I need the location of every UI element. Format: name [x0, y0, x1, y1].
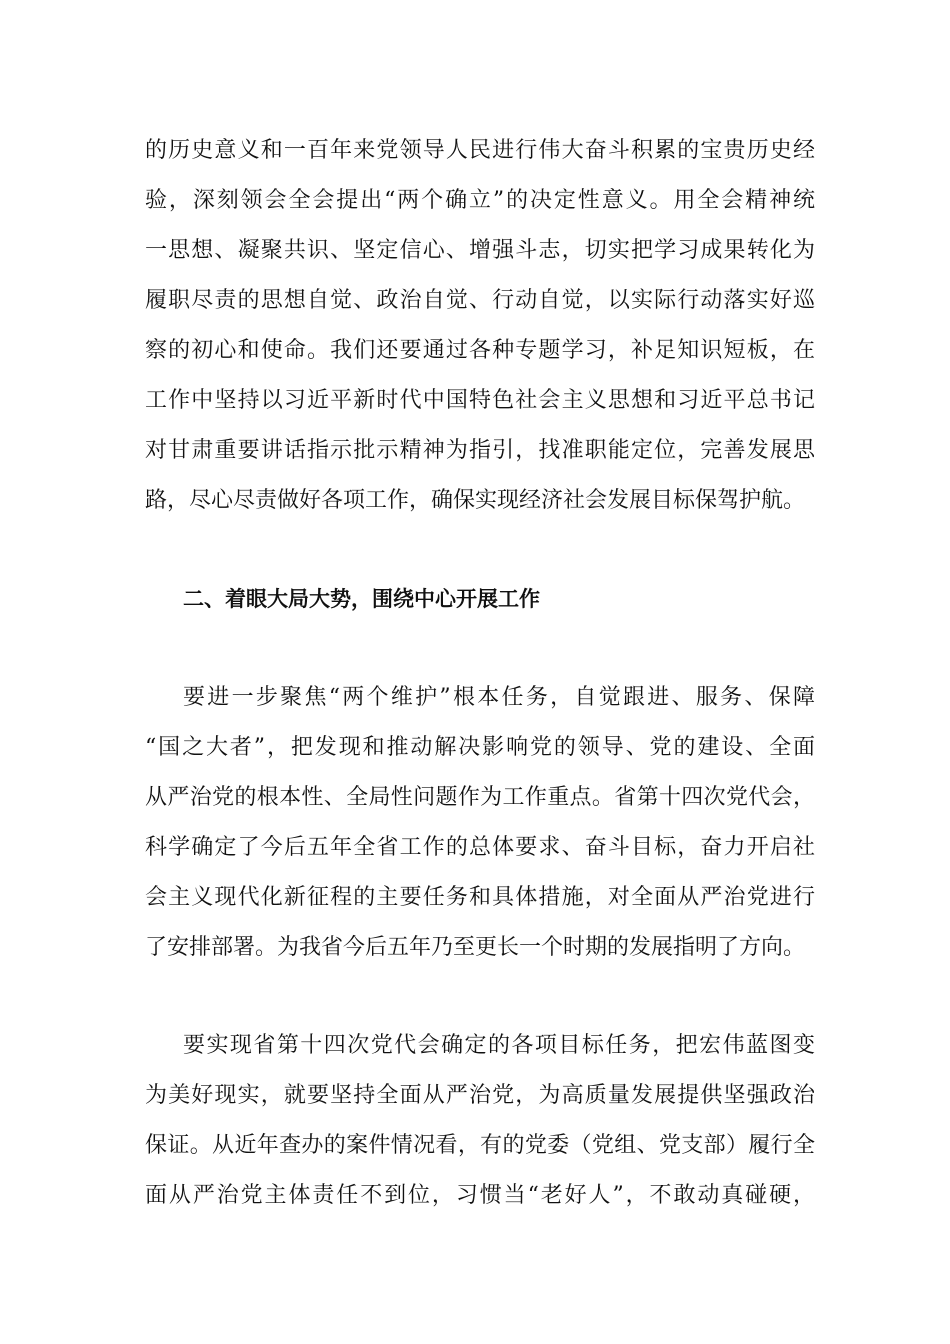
paragraph-1-line-6: 工作中坚持以习近平新时代中国特色社会主义思想和习近平总书记	[145, 388, 815, 413]
paragraph-2-line-3: 从严治党的根本性、全局性问题作为工作重点。省第十四次党代会，	[145, 785, 815, 810]
paragraph-2-line-6: 了安排部署。为我省今后五年乃至更长一个时期的发展指明了方向。	[145, 935, 806, 960]
paragraph-3-line-2: 为美好现实，就要坚持全面从严治党，为高质量发展提供坚强政治	[145, 1083, 815, 1108]
paragraph-1-line-7: 对甘肃重要讲话指示批示精神为指引，找准职能定位，完善发展思	[145, 438, 815, 463]
paragraph-1-line-8: 路，尽心尽责做好各项工作，确保实现经济社会发展目标保驾护航。	[145, 488, 806, 513]
paragraph-1-line-5: 察的初心和使命。我们还要通过各种专题学习，补足知识短板，在	[145, 338, 815, 363]
paragraph-1-line-1: 的历史意义和一百年来党领导人民进行伟大奋斗积累的宝贵历史经	[145, 138, 815, 163]
paragraph-3-line-3: 保证。从近年查办的案件情况看，有的党委（党组、党支部）履行全	[145, 1133, 815, 1158]
paragraph-1-line-4: 履职尽责的思想自觉、政治自觉、行动自觉，以实际行动落实好巡	[145, 288, 815, 313]
paragraph-1-line-3: 一思想、凝聚共识、坚定信心、增强斗志，切实把学习成果转化为	[145, 238, 815, 263]
paragraph-2-line-2: “国之大者”，把发现和推动解决影响党的领导、党的建设、全面	[145, 735, 815, 760]
paragraph-2-line-4: 科学确定了今后五年全省工作的总体要求、奋斗目标，奋力开启社	[145, 835, 815, 860]
paragraph-1-line-2: 验，深刻领会全会提出“两个确立”的决定性意义。用全会精神统	[145, 188, 815, 213]
paragraph-2-line-1: 要进一步聚焦“两个维护”根本任务，自觉跟进、服务、保障	[183, 685, 815, 710]
paragraph-3-line-4: 面从严治党主体责任不到位，习惯当“老好人”，不敢动真碰硬，	[145, 1183, 815, 1208]
section-heading: 二、着眼大局大势，围绕中心开展工作	[183, 587, 540, 611]
paragraph-2-line-5: 会主义现代化新征程的主要任务和具体措施，对全面从严治党进行	[145, 885, 815, 910]
paragraph-3-line-1: 要实现省第十四次党代会确定的各项目标任务，把宏伟蓝图变	[183, 1033, 815, 1058]
